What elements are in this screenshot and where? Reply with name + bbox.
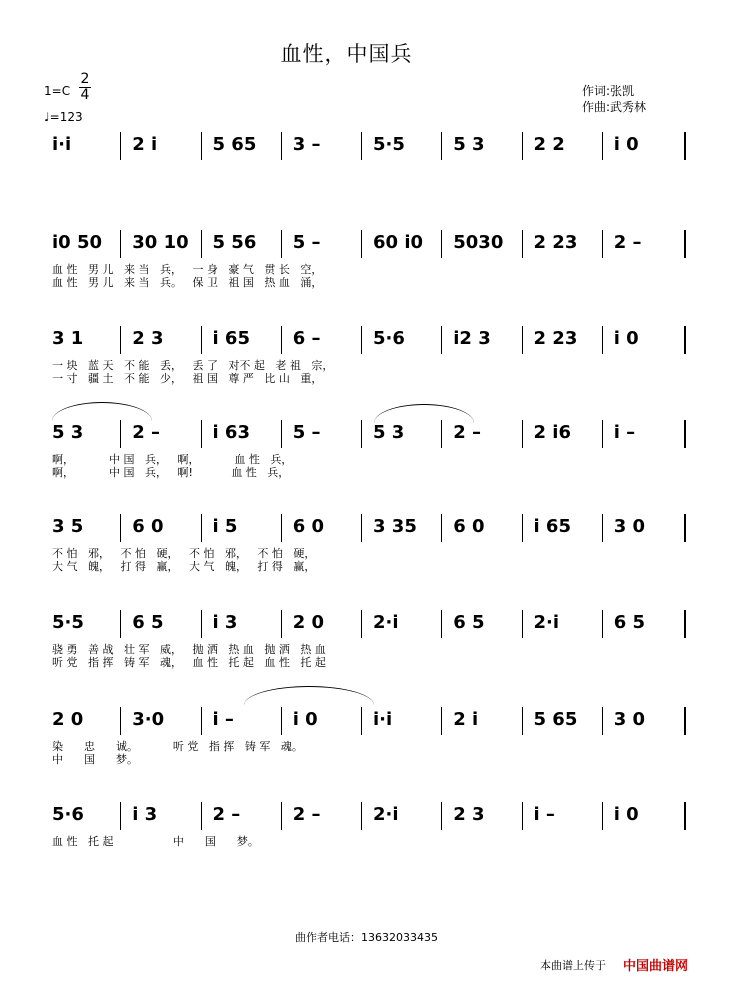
measure-notes: 2 i6: [533, 422, 571, 443]
measure-notes: 2 23: [533, 232, 578, 253]
barline: [522, 420, 523, 448]
measure-notes: 2 i: [132, 134, 158, 155]
measure-notes: 2 0: [52, 709, 84, 730]
barline: [441, 132, 442, 160]
measure-notes: i 65: [533, 516, 571, 537]
tempo-marking: ♩=123: [44, 110, 83, 124]
measure-notes: 6 –: [292, 328, 321, 349]
measure-notes: 5 3: [52, 422, 84, 443]
barline-end: [684, 132, 686, 160]
measure-notes: 60 i0: [373, 232, 424, 253]
measure-notes: 5·6: [373, 328, 405, 349]
lyric-line: 啊， 中 国 兵， 啊! 血 性 兵，: [52, 466, 290, 479]
barline: [281, 420, 282, 448]
barline-end: [684, 514, 686, 542]
measure-notes: 2 3: [453, 804, 485, 825]
measure-notes: 2 –: [212, 804, 241, 825]
measure-notes: 5·6: [52, 804, 84, 825]
barline: [201, 802, 202, 830]
measure-notes: 6 0: [292, 516, 325, 537]
song-title: 血性，中国兵: [280, 42, 413, 66]
barline: [602, 707, 603, 735]
measure-notes: i –: [533, 804, 555, 825]
measure-notes: 30 10: [132, 232, 189, 253]
lyric-line: 一 块 蓝 天 不 能 丢， 丢 了 对不 起 老 祖 宗，: [52, 359, 334, 372]
barline: [120, 132, 121, 160]
barline: [201, 420, 202, 448]
barline: [201, 230, 202, 258]
measure-notes: i 63: [212, 422, 250, 443]
measure-notes: 3 5: [52, 516, 84, 537]
measure-notes: 3·0: [132, 709, 165, 730]
barline: [281, 610, 282, 638]
barline: [201, 707, 202, 735]
key-signature: 1=C: [44, 84, 71, 98]
site-logo: [623, 955, 688, 974]
barline-end: [684, 610, 686, 638]
upload-label: 本曲谱上传于: [540, 959, 606, 972]
barline: [361, 707, 362, 735]
measure-notes: i –: [212, 709, 234, 730]
barline: [281, 707, 282, 735]
barline: [361, 610, 362, 638]
measure-notes: 5 3: [453, 134, 485, 155]
barline: [201, 132, 202, 160]
measure-notes: 6 5: [132, 612, 164, 633]
barline: [602, 132, 603, 160]
lyric-line: 染 忠 诚。 听 党 指 挥 铸 军 魂。: [52, 740, 303, 753]
measure-notes: 6 0: [453, 516, 485, 537]
measure-notes: i·i: [373, 709, 393, 730]
barline: [120, 707, 121, 735]
measure-notes: 6 5: [613, 612, 646, 633]
measure-notes: 5·5: [52, 612, 84, 633]
barline-end: [684, 230, 686, 258]
measure-notes: 2 0: [292, 612, 325, 633]
barline-end: [684, 802, 686, 830]
barline: [602, 514, 603, 542]
barline: [441, 326, 442, 354]
barline: [361, 326, 362, 354]
barline: [120, 420, 121, 448]
lyricist-credit: 作词:张凯: [582, 84, 635, 98]
barline: [441, 802, 442, 830]
barline: [441, 230, 442, 258]
barline: [281, 132, 282, 160]
barline: [441, 707, 442, 735]
barline-end: [684, 420, 686, 448]
barline: [522, 610, 523, 638]
barline: [522, 707, 523, 735]
barline: [361, 132, 362, 160]
lyric-line: 血 性 托 起 中 国 梦。: [52, 835, 259, 848]
measure-notes: 3 0: [613, 709, 646, 730]
lyric-line: 血 性 男 儿 来 当 兵， 一 身 豪 气 贯 长 空，: [52, 263, 323, 276]
site-logo-text: 中国曲谱网: [623, 959, 689, 974]
lyric-line: 不 怕 邪， 不 怕 硬， 不 怕 邪， 不 怕 硬，: [52, 547, 316, 560]
lyric-line: 中 国 梦。: [52, 753, 138, 766]
lyric-line: 啊， 中 国 兵， 啊， 血 性 兵，: [52, 453, 293, 466]
time-signature: [79, 72, 91, 103]
measure-notes: i 65: [212, 328, 250, 349]
measure-notes: 5·5: [373, 134, 405, 155]
measure-notes: 2 –: [453, 422, 482, 443]
measure-notes: 3 0: [613, 516, 646, 537]
barline: [522, 802, 523, 830]
barline: [441, 514, 442, 542]
barline: [201, 326, 202, 354]
measure-notes: 5030: [453, 232, 504, 253]
measure-notes: 2 23: [533, 328, 578, 349]
measure-notes: 5 56: [212, 232, 257, 253]
measure-notes: i2 3: [453, 328, 491, 349]
barline: [361, 230, 362, 258]
measure-notes: 5 65: [533, 709, 578, 730]
measure-notes: i 3: [212, 612, 238, 633]
lyric-line: 血 性 男 儿 来 当 兵。 保 卫 祖 国 热 血 涌，: [52, 276, 323, 289]
barline: [120, 610, 121, 638]
measure-notes: 2 –: [132, 422, 161, 443]
barline: [201, 514, 202, 542]
measure-notes: i 0: [613, 804, 639, 825]
measure-notes: 5 3: [373, 422, 405, 443]
measure-notes: 2 3: [132, 328, 164, 349]
measure-notes: 2 i: [453, 709, 479, 730]
measure-notes: i 0: [613, 134, 639, 155]
barline: [522, 326, 523, 354]
score-row: [44, 802, 686, 922]
barline-end: [684, 326, 686, 354]
measure-notes: 2 –: [292, 804, 321, 825]
barline: [602, 420, 603, 448]
measure-notes: i 0: [613, 328, 639, 349]
barline: [522, 514, 523, 542]
barline: [441, 420, 442, 448]
measure-notes: 3 35: [373, 516, 417, 537]
meter-top: 2: [80, 71, 90, 87]
measure-notes: 3 1: [52, 328, 84, 349]
measure-notes: 5 65: [212, 134, 257, 155]
measure-notes: 2·i: [533, 612, 560, 633]
barline-end: [684, 707, 686, 735]
measure-notes: 6 0: [132, 516, 164, 537]
barline: [201, 610, 202, 638]
barline: [602, 230, 603, 258]
barline: [120, 802, 121, 830]
lyric-line: 骁 勇 善 战 壮 军 威， 抛 洒 热 血 抛 洒 热 血: [52, 643, 326, 656]
barline: [281, 326, 282, 354]
barline: [281, 802, 282, 830]
barline: [281, 230, 282, 258]
measure-notes: 5 –: [292, 422, 321, 443]
barline: [602, 326, 603, 354]
barline: [602, 610, 603, 638]
composer-phone: 曲作者电话：13632033435: [295, 931, 438, 944]
measure-notes: 6 5: [453, 612, 485, 633]
barline: [361, 514, 362, 542]
measure-notes: i 3: [132, 804, 158, 825]
barline: [120, 326, 121, 354]
lyric-line: 一 寸 疆 土 不 能 少， 祖 国 尊 严 比 山 重，: [52, 372, 323, 385]
measure-notes: i 0: [292, 709, 318, 730]
measure-notes: 2·i: [373, 612, 399, 633]
meter-bottom: 4: [80, 87, 90, 103]
barline: [361, 420, 362, 448]
barline: [281, 514, 282, 542]
lyric-line: 大 气 魄， 打 得 赢， 大 气 魄， 打 得 赢，: [52, 560, 316, 573]
measure-notes: 3 –: [292, 134, 321, 155]
measure-notes: 5 –: [292, 232, 321, 253]
barline: [602, 802, 603, 830]
lyric-line: 听 党 指 挥 铸 军 魂， 血 性 托 起 血 性 托 起: [52, 656, 326, 669]
measure-notes: 2 –: [613, 232, 642, 253]
barline: [361, 802, 362, 830]
measure-notes: i·i: [52, 134, 72, 155]
measure-notes: 2·i: [373, 804, 399, 825]
barline: [120, 230, 121, 258]
measure-notes: i0 50: [52, 232, 103, 253]
barline: [441, 610, 442, 638]
composer-credit: 作曲:武秀林: [582, 100, 647, 114]
barline: [522, 132, 523, 160]
measure-notes: i –: [613, 422, 636, 443]
measure-notes: 2 2: [533, 134, 565, 155]
measure-notes: i 5: [212, 516, 238, 537]
barline: [120, 514, 121, 542]
barline: [522, 230, 523, 258]
